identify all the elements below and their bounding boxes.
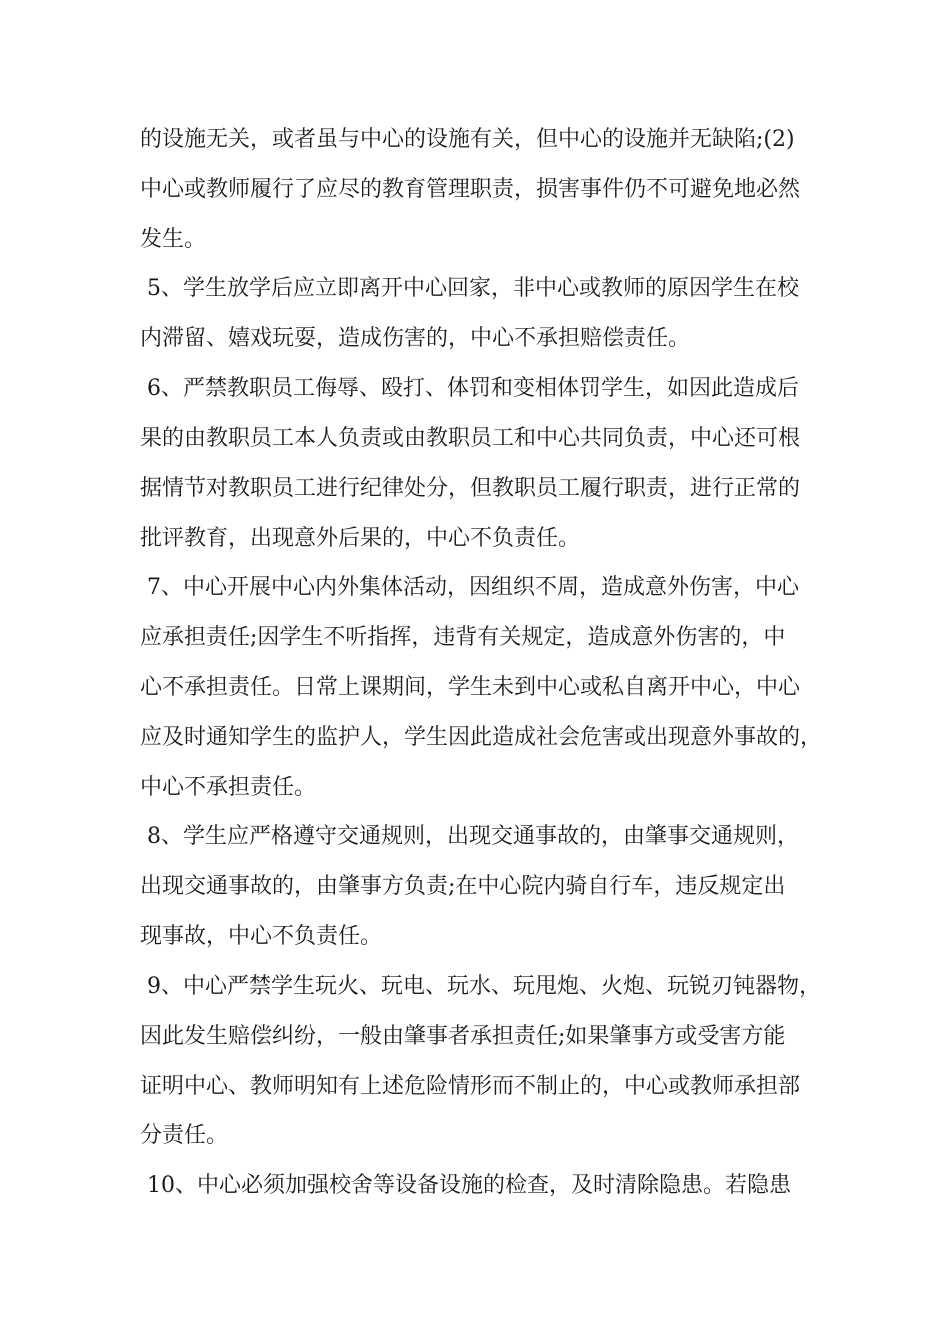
text-line: 因此发生赔偿纠纷，一般由肇事者承担责任;如果肇事方或受害方能	[140, 1024, 786, 1049]
text-line: 批评教育，出现意外后果的，中心不负责任。	[140, 526, 581, 551]
text-line: 的设施无关，或者虽与中心的设施有关，但中心的设施并无缺陷;(2)	[140, 127, 795, 152]
text-line: 7、中心开展中心内外集体活动，因组织不周，造成意外伤害，中心	[140, 575, 799, 600]
text-line: 5、学生放学后应立即离开中心回家，非中心或教师的原因学生在校	[140, 276, 799, 301]
text-line: 8、学生应严格遵守交通规则，出现交通事故的，由肇事交通规则，	[140, 824, 799, 849]
text-line: 发生。	[140, 227, 207, 252]
text-line: 心不承担责任。日常上课期间，学生未到中心或私自离开中心，中心	[140, 675, 801, 700]
text-line: 中心不承担责任。	[140, 775, 317, 800]
text-line: 内滞留、嬉戏玩耍，造成伤害的，中心不承担赔偿责任。	[140, 326, 691, 351]
text-line: 中心或教师履行了应尽的教育管理职责，损害事件仍不可避免地必然	[140, 177, 801, 202]
text-line: 现事故，中心不负责任。	[140, 924, 383, 949]
text-line: 据情节对教职员工进行纪律处分，但教职员工履行职责，进行正常的	[140, 476, 801, 501]
text-line: 应承担责任;因学生不听指挥，违背有关规定，造成意外伤害的，中	[140, 625, 786, 650]
text-line: 6、严禁教职员工侮辱、殴打、体罚和变相体罚学生，如因此造成后	[140, 376, 799, 401]
text-line: 证明中心、教师明知有上述危险情形而不制止的，中心或教师承担部	[140, 1074, 801, 1099]
text-line: 果的由教职员工本人负责或由教职员工和中心共同负责，中心还可根	[140, 426, 801, 451]
text-line: 分责任。	[140, 1123, 229, 1148]
text-line: 9、中心严禁学生玩火、玩电、玩水、玩甩炮、火炮、玩锐刃钝器物，	[140, 974, 821, 999]
text-line: 出现交通事故的，由肇事方负责;在中心院内骑自行车，违反规定出	[140, 874, 786, 899]
text-line: 10、中心必须加强校舍等设备设施的检查，及时清除隐患。若隐患	[140, 1173, 791, 1198]
text-line: 应及时通知学生的监护人，学生因此造成社会危害或出现意外事故的，	[140, 725, 823, 750]
